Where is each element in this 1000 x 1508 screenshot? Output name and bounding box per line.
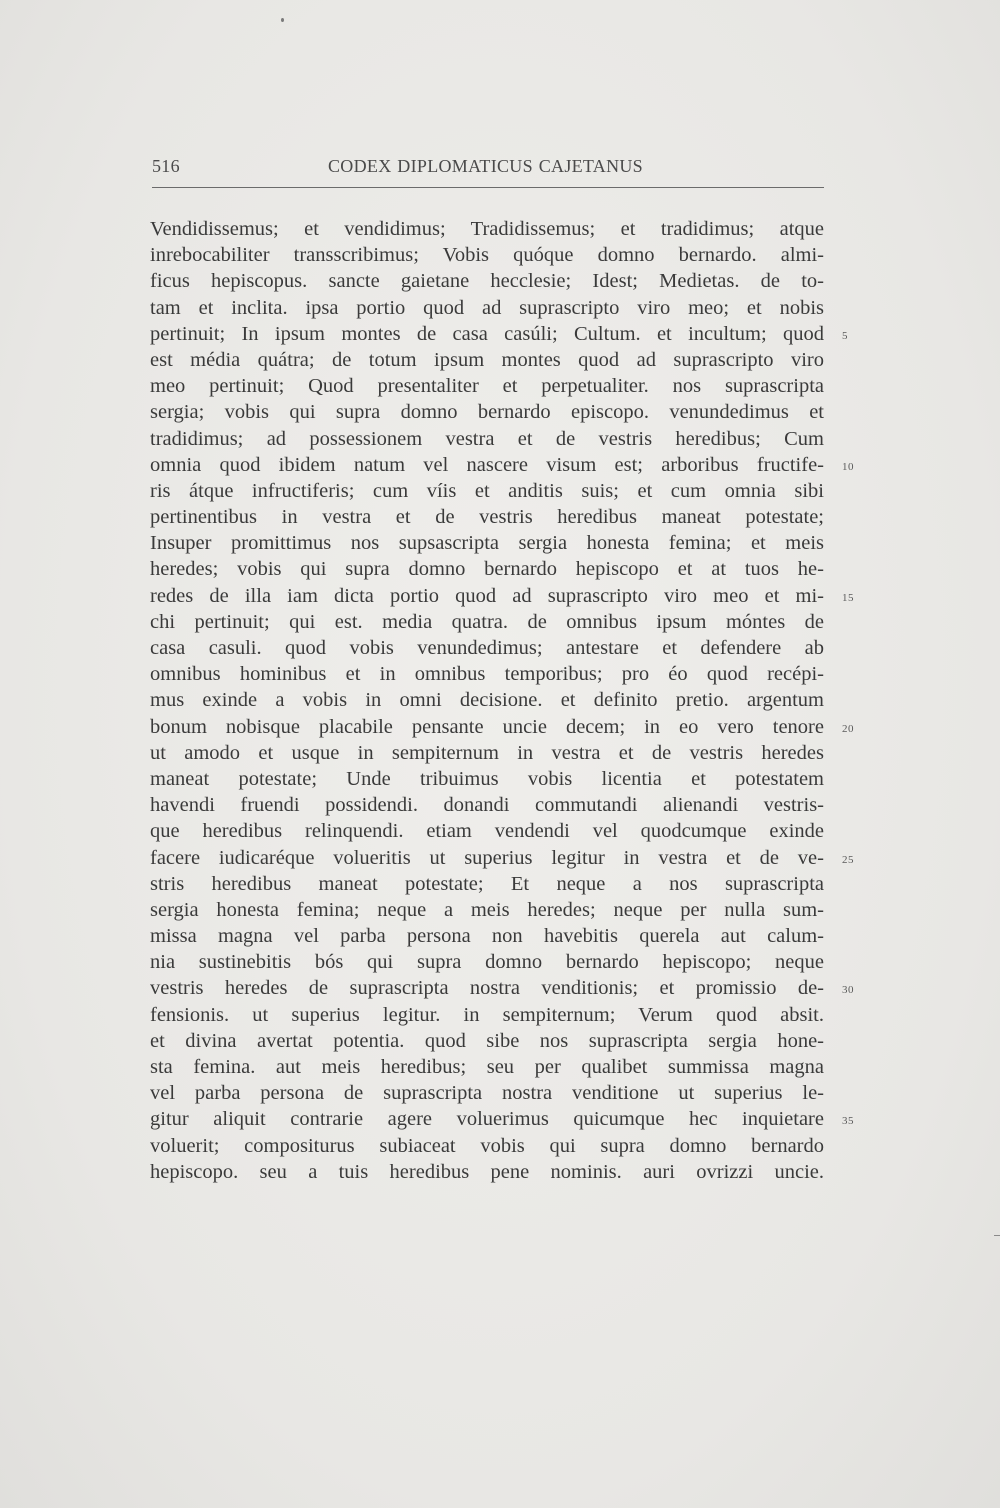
text-line — [150, 242, 824, 268]
line-number: 10 — [842, 460, 854, 473]
line-text: havendi fruendi possidendi. donandi commutandi alienandi vestris- — [150, 794, 824, 817]
text-line — [150, 1133, 824, 1159]
line-text: bonum nobisque placabile pensante uncie decem; in eo vero tenore — [150, 715, 824, 738]
text-line — [150, 452, 854, 478]
line-text: sergia; vobis qui supra domno bernardo episcopo. venundedimus et — [150, 401, 824, 424]
text-line — [150, 1054, 824, 1080]
line-text: redes de illa iam dicta portio quod ad suprascripto viro meo et mi- — [150, 584, 824, 607]
text-line — [150, 556, 824, 582]
line-text: Vendidissemus; et vendidimus; Tradidissemus; et tradidimus; atque — [150, 218, 824, 240]
line-text: et divina avertat potentia. quod sibe nos suprascripta sergia hone- — [150, 1029, 824, 1052]
line-text: voluerit; compositurus subiaceat vobis qui supra domno bernardo — [150, 1134, 824, 1157]
line-text: hepiscopo. seu a tuis heredibus pene nominis. auri ovrizzi uncie. — [150, 1160, 824, 1183]
text-line — [150, 504, 824, 530]
text-line — [150, 714, 854, 740]
line-text: meo pertinuit; Quod presentaliter et perpetualiter. nos suprascripta — [150, 375, 824, 398]
edge-mark — [994, 1235, 1000, 1236]
text-line — [150, 766, 824, 792]
line-number: 20 — [842, 722, 854, 735]
line-text: chi pertinuit; qui est. media quatra. de omnibus ipsum móntes de — [150, 610, 824, 633]
line-text: tam et inclita. ipsa portio quod ad suprascripto viro meo; et nobis — [150, 296, 824, 319]
line-text: stris heredibus maneat potestate; Et neque a nos suprascripta — [150, 872, 824, 895]
line-text: fensionis. ut superius legitur. in sempiternum; Verum quod absit. — [150, 1003, 824, 1026]
text-line — [150, 818, 824, 844]
text-line — [150, 740, 824, 766]
line-text: Insuper promittimus nos supsascripta sergia honesta femina; et meis — [150, 532, 824, 555]
line-text: sergia honesta femina; neque a meis heredes; neque per nulla sum- — [150, 898, 824, 921]
text-line — [150, 871, 824, 897]
text-line — [150, 949, 824, 975]
text-line — [150, 268, 824, 294]
line-text: sta femina. aut meis heredibus; seu per qualibet summissa magna — [150, 1056, 824, 1078]
line-text: nia sustinebitis bós qui supra domno bernardo hepiscopo; neque — [150, 951, 824, 974]
line-text: pertinuit; In ipsum montes de casa casúli; Cultum. et incultum; quod — [150, 322, 824, 345]
text-line — [150, 1159, 824, 1185]
line-text: est média quátra; de totum ipsum montes quod ad suprascripto viro — [150, 348, 824, 371]
line-text: facere iudicaréque volueritis ut superius legitur in vestra et de ve- — [150, 846, 824, 869]
text-line — [150, 347, 824, 373]
text-line — [150, 583, 854, 609]
text-line — [150, 609, 824, 635]
text-line — [150, 897, 824, 923]
line-text: pertinentibus in vestra et de vestris heredibus maneat potestate; — [150, 506, 824, 529]
line-text: gitur aliquit contrarie agere voluerimus quicumque hec inquietare — [150, 1108, 824, 1131]
line-text: ris átque infructiferis; cum víis et anditis suis; et cum omnia sibi — [150, 479, 824, 502]
line-text: mus exinde a vobis in omni decisione. et definito pretio. argentum — [150, 689, 824, 712]
line-text: omnia quod ibidem natum vel nascere visum est; arboribus fructife- — [150, 453, 824, 476]
line-number: 35 — [842, 1115, 854, 1128]
line-text: missa magna vel parba persona non havebitis querela aut calum- — [150, 925, 824, 948]
text-line — [150, 478, 824, 504]
line-text: que heredibus relinquendi. etiam vendendi vel quodcumque exinde — [150, 820, 824, 843]
text-line — [150, 295, 824, 321]
line-text: omnibus hominibus et in omnibus temporibus; pro éo quod recépi- — [150, 663, 824, 686]
text-line — [150, 1002, 824, 1028]
line-number: 15 — [842, 591, 854, 604]
text-line — [150, 216, 824, 242]
text-line — [150, 321, 848, 347]
line-number: 5 — [842, 329, 848, 342]
line-text: casa casuli. quod vobis venundedimus; antestare et defendere ab — [150, 637, 824, 659]
line-text: maneat potestate; Unde tribuimus vobis licentia et potestatem — [150, 767, 824, 790]
ink-speck — [281, 18, 284, 22]
text-line — [150, 845, 854, 871]
line-text: tradidimus; ad possessionem vestra et de vestris heredibus; Cum — [150, 427, 824, 450]
text-line — [150, 975, 854, 1001]
text-line — [150, 399, 824, 425]
line-text: heredes; vobis qui supra domno bernardo hepiscopo et at tuos he- — [150, 558, 824, 581]
line-number: 25 — [842, 853, 854, 866]
text-line — [150, 530, 824, 556]
charter-text — [150, 216, 854, 1185]
text-line — [150, 1106, 854, 1132]
line-number: 30 — [842, 984, 854, 997]
text-line — [150, 661, 824, 687]
text-line — [150, 687, 824, 713]
running-title: CODEX DIPLOMATICUS CAJETANUS — [328, 156, 643, 176]
text-line — [150, 426, 824, 452]
running-head — [152, 154, 824, 184]
page-number: 516 — [152, 156, 180, 176]
line-text: ficus hepiscopus. sancte gaietane hecclesie; Idest; Medietas. de to- — [150, 270, 824, 293]
text-line — [150, 923, 824, 949]
text-line — [150, 635, 824, 661]
text-line — [150, 1080, 824, 1106]
line-text: ut amodo et usque in sempiternum in vestra et de vestris heredes — [150, 741, 824, 764]
text-line — [150, 792, 824, 818]
line-text: inrebocabiliter transscribimus; Vobis quóque domno bernardo. almi- — [150, 244, 824, 267]
line-text: vestris heredes de suprascripta nostra venditionis; et promissio de- — [150, 977, 824, 1000]
line-text: vel parba persona de suprascripta nostra venditione ut superius le- — [150, 1082, 824, 1105]
header-rule — [152, 187, 824, 188]
text-line — [150, 373, 824, 399]
text-line — [150, 1028, 824, 1054]
